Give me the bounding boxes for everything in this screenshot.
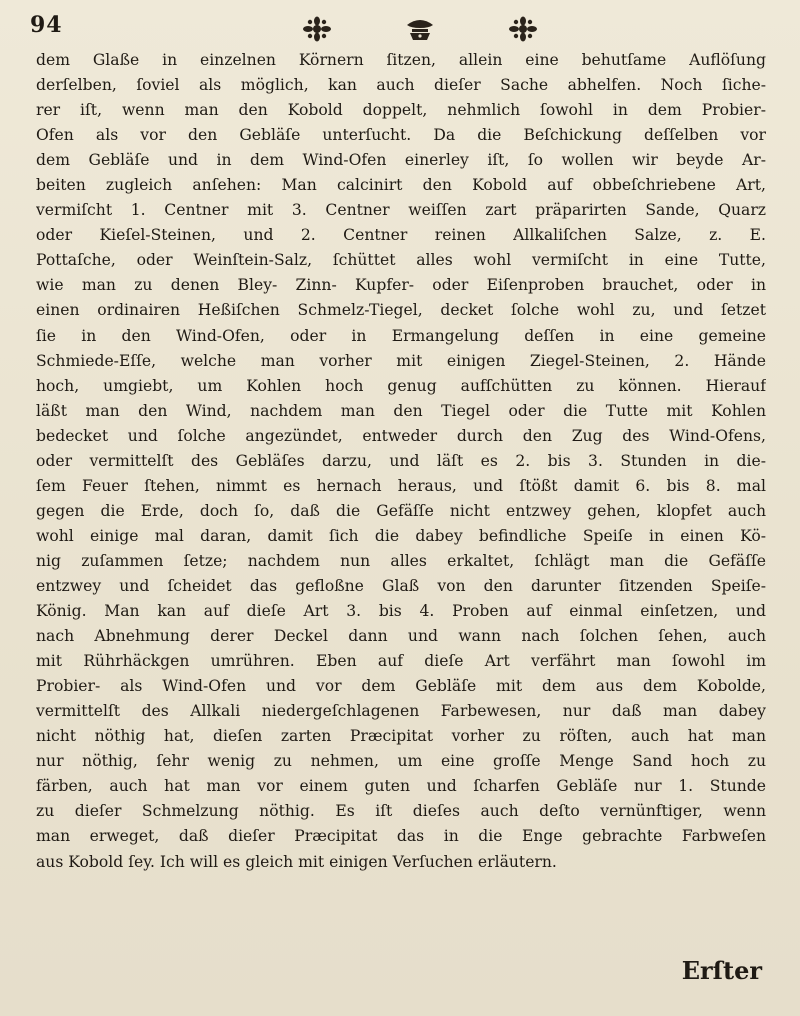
text-line: bedecket und ſolche angezündet, entweder durch den Zug des Wind-Ofens, (36, 426, 766, 445)
text-line: Pottaſche, oder Weinſtein-Salz, ſchüttet alles wohl vermiſcht in eine Tutte, (36, 251, 766, 270)
crown-ornament-icon (403, 16, 437, 42)
text-line: aus Kobold ſey. Ich will es gleich mit einigen Verſuchen erläutern. (36, 852, 557, 871)
text-line: Ofen als vor den Gebläſe unterſucht. Da die Beſchickung deſſelben vor (36, 126, 766, 145)
catchword: Erſter (681, 956, 762, 985)
page-header (30, 8, 770, 48)
text-line: zu dieſer Schmelzung nöthig. Es iſt dieſes auch deſto vernünftiger, wenn (36, 802, 766, 821)
text-line: nach Abnehmung derer Deckel dann und wann nach ſolchen ſehen, auch (36, 627, 766, 646)
text-line: oder vermittelſt des Gebläſes darzu, und läſt es 2. bis 3. Stunden in die- (36, 451, 766, 470)
body-text (36, 48, 766, 875)
text-line: vermittelſt des Allkali niedergeſchlagenen Farbewesen, nur daß man dabey (36, 702, 766, 721)
text-line: ſie in den Wind-Ofen, oder in Ermangelung deſſen in eine gemeine (36, 326, 766, 345)
text-line: färben, auch hat man vor einem guten und ſcharfen Gebläſe nur 1. Stunde (36, 777, 766, 796)
text-line: man erweget, daß dieſer Præcipitat das in die Enge gebrachte Farbweſen (36, 827, 766, 846)
text-line: König. Man kan auf dieſe Art 3. bis 4. Proben auf einmal einſetzen, und (36, 602, 766, 621)
text-line: gegen die Erde, doch ſo, daß die Gefäſſe nicht entzwey gehen, klopfet auch (36, 501, 766, 520)
text-line: beiten zugleich anſehen: Man calcinirt den Kobold auf obbeſchriebene Art, (36, 176, 766, 195)
text-line: entzwey und ſcheidet das gefloßne Glaß von den darunter ſitzenden Speiſe- (36, 576, 766, 595)
text-line: ſem Feuer ſtehen, nimmt es hernach heraus, und ſtößt damit 6. bis 8. mal (36, 476, 766, 495)
text-line: wohl einige mal daran, damit ſich die dabey befindliche Speiſe in einen Kö- (36, 526, 766, 545)
text-line: dem Glaße in einzelnen Körnern ſitzen, allein eine behutſame Auflöſung (36, 51, 766, 69)
flower-ornament-icon (506, 16, 540, 42)
text-line: vermiſcht 1. Centner mit 3. Centner weiſſen zart präparirten Sande, Quarz (36, 201, 766, 220)
text-line: nur nöthig, ſehr wenig zu nehmen, um eine groſſe Menge Sand hoch zu (36, 752, 766, 771)
page-number: 94 (30, 12, 63, 38)
text-line: nig zuſammen ſetze; nachdem nun alles erkaltet, ſchlägt man die Gefäſſe (36, 551, 766, 570)
text-line: hoch, umgiebt, um Kohlen hoch genug aufſchütten zu können. Hierauf (36, 376, 766, 395)
text-line: dem Gebläſe und in dem Wind-Ofen einerley iſt, ſo wollen wir beyde Ar- (36, 151, 766, 170)
text-line: mit Rührhäckgen umrühren. Eben auf dieſe Art verfährt man ſowohl im (36, 652, 766, 671)
flower-ornament-icon (300, 16, 334, 42)
text-line: nicht nöthig hat, dieſen zarten Præcipitat vorher zu röſten, auch hat man (36, 727, 766, 746)
text-line: einen ordinairen Heßiſchen Schmelz-Tiegel, decket ſolche wohl zu, und ſetzet (36, 301, 766, 320)
text-line: derſelben, ſoviel als möglich, kan auch dieſer Sache abhelfen. Noch ſiche- (36, 76, 766, 95)
text-line: rer iſt, wenn man den Kobold doppelt, nehmlich ſowohl in dem Probier- (36, 101, 766, 120)
text-line: Probier- als Wind-Ofen und vor dem Gebläſe mit dem aus dem Kobolde, (36, 677, 766, 696)
text-line: wie man zu denen Bley- Zinn- Kupfer- oder Eiſenproben brauchet, oder in (36, 276, 766, 295)
text-line: läßt man den Wind, nachdem man den Tiegel oder die Tutte mit Kohlen (36, 401, 766, 420)
header-ornaments (300, 14, 540, 44)
text-line: oder Kieſel-Steinen, und 2. Centner reinen Allkaliſchen Salze, z. E. (36, 226, 766, 245)
text-line: Schmiede-Eſſe, welche man vorher mit einigen Ziegel-Steinen, 2. Hände (36, 351, 766, 370)
